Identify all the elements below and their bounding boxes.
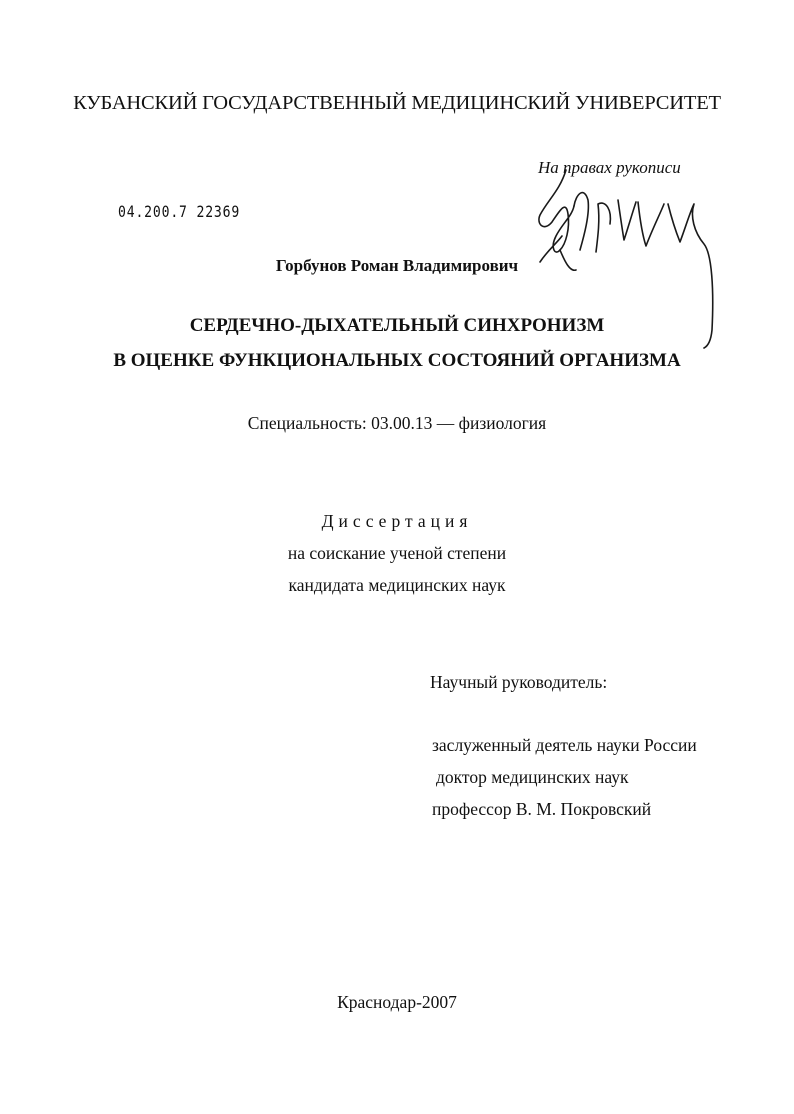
- degree-line1: на соискание ученой степени: [287, 543, 507, 563]
- manuscript-note: На правах рукописи: [538, 158, 681, 177]
- advisor-heading: Научный руководитель:: [430, 672, 608, 692]
- advisor-title-line1: заслуженный деятель науки России: [432, 735, 697, 755]
- advisor-name-line: профессор В. М. Покровский: [432, 799, 652, 819]
- city-year: Краснодар-2007: [337, 992, 457, 1012]
- thesis-title-line1: СЕРДЕЧНО-ДЫХАТЕЛЬНЫЙ СИНХРОНИЗМ: [189, 315, 605, 336]
- specialty: Специальность: 03.00.13 — физиология: [247, 413, 547, 433]
- document-type: Диссертация: [321, 511, 473, 531]
- degree-line2: кандидата медицинских наук: [288, 575, 506, 595]
- author-name: Горбунов Роман Владимирович: [275, 256, 519, 275]
- registration-number: 04.200.7 22369: [118, 202, 241, 221]
- university-name: КУБАНСКИЙ ГОСУДАРСТВЕННЫЙ МЕДИЦИНСКИЙ УНИВЕРСИТЕТ: [73, 92, 721, 114]
- thesis-title-line2: В ОЦЕНКЕ ФУНКЦИОНАЛЬНЫХ СОСТОЯНИЙ ОРГАНИЗМА: [113, 350, 681, 371]
- advisor-title-line2: доктор медицинских наук: [436, 767, 629, 787]
